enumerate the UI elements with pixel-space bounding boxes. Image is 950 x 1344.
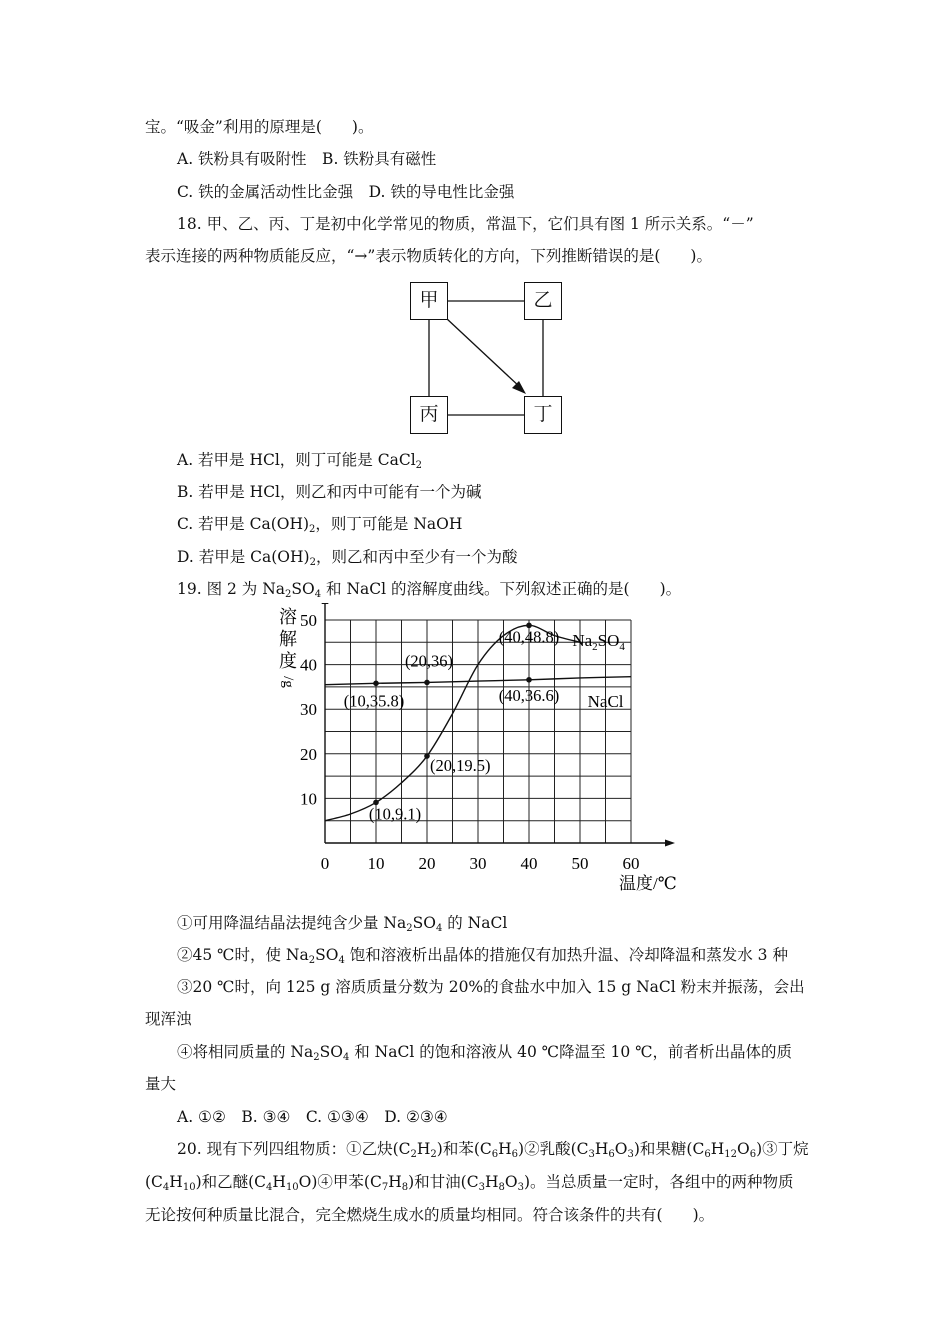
data-point bbox=[424, 753, 430, 759]
q17-stem: 宝。“吸金”利用的原理是( )。 bbox=[145, 118, 374, 136]
q20-line1: 20. 现有下列四组物质：①乙炔$(C_2H_2)$和苯$(C_6H_6)②$乳酸$(C_3H_6O_3)$和果糖$(C_6H_{12}O_6)③$丁烷 bbox=[177, 1140, 809, 1160]
box-yi: 乙 bbox=[524, 282, 562, 320]
q19-options: A. ①② B. ③④ C. ①③④ D. ②③④ bbox=[177, 1108, 448, 1126]
q20-line3: 无论按何种质量比混合，完全燃烧生成水的质量均相同。符合该条件的共有( )。 bbox=[145, 1206, 715, 1224]
x-tick-label: 50 bbox=[571, 854, 589, 873]
box-bing: 丙 bbox=[410, 396, 448, 434]
x-tick-label: 0 bbox=[320, 854, 330, 873]
box-ding: 丁 bbox=[524, 396, 562, 434]
x-tick-label: 10 bbox=[367, 854, 385, 873]
data-point bbox=[526, 677, 532, 683]
q18-option-a: A. 若甲是 HCl，则丁可能是 CaCl$_2$ bbox=[177, 451, 423, 471]
q17-option-cd: C. 铁的金属活动性比金强 D. 铁的导电性比金强 bbox=[177, 183, 515, 201]
x-tick-label: 20 bbox=[418, 854, 436, 873]
q19-statement-4-line1: ④将相同质量的 $Na_2SO_4$ 和 NaCl 的饱和溶液从 40 ℃降温至 10 ℃，前者析出晶体的质 bbox=[177, 1043, 793, 1063]
arrow-jia-to-ding bbox=[446, 318, 521, 388]
data-point-label: (40,36.6) bbox=[498, 685, 560, 705]
data-point-label: (20,19.5) bbox=[430, 756, 491, 776]
y-tick-label: 40 bbox=[300, 655, 317, 675]
x-axis-arrow bbox=[665, 840, 675, 847]
y-axis-label-unit: /g bbox=[280, 676, 296, 688]
data-point-label: (20,36) bbox=[404, 651, 454, 671]
q19-statement-2: ②45 ℃时，使 $Na_2SO_4$ 饱和溶液析出晶体的措施仅有加热升温、冷却降温和蒸发水 3 种 bbox=[177, 946, 788, 966]
data-point bbox=[373, 681, 379, 687]
x-tick-label: 30 bbox=[469, 854, 487, 873]
q17-option-ab: A. 铁粉具有吸附性 B. 铁粉具有磁性 bbox=[177, 150, 437, 168]
arrow-head bbox=[512, 381, 526, 394]
y-tick-label: 50 bbox=[300, 611, 317, 630]
data-point-label: (40,48.8) bbox=[498, 627, 560, 647]
q18-stem-line1: 18. 甲、乙、丙、丁是初中化学常见的物质，常温下，它们具有图 1 所示关系。“－” bbox=[177, 215, 754, 233]
y-axis-label-char: 解 bbox=[279, 629, 297, 649]
q19-statement-4-line2: 量大 bbox=[145, 1075, 177, 1093]
q18-stem-line2: 表示连接的两种物质能反应，“→”表示物质转化的方向，下列推断错误的是( )。 bbox=[145, 247, 712, 265]
y-tick-label: 20 bbox=[300, 744, 317, 764]
figure-1-diagram bbox=[408, 282, 568, 437]
y-tick-label: 10 bbox=[300, 789, 317, 809]
q20-line2: $(C_4H_{10})$和乙醚$(C_4H_{10}O)④$甲苯$(C_7H_8)$和甘油$(C_3H_8O_3)$。当总质量一定时，各组中的两种物质 bbox=[145, 1173, 794, 1193]
box-jia: 甲 bbox=[410, 282, 448, 320]
q18-option-c: C. 若甲是 $Ca(OH)_2$，则丁可能是 NaOH bbox=[177, 515, 463, 535]
q18-option-d: D. 若甲是 $Ca(OH)_2$，则乙和丙中至少有一个为酸 bbox=[177, 548, 518, 568]
y-tick-label: 30 bbox=[300, 700, 317, 720]
y-axis-label-char: 度 bbox=[279, 651, 297, 671]
y-axis-label-char: 溶 bbox=[279, 607, 297, 627]
x-tick-label: 40 bbox=[520, 854, 538, 873]
x-tick-label: 60 bbox=[622, 854, 640, 873]
data-point-label: (10,9.1) bbox=[368, 804, 422, 824]
series-label-nacl: NaCl bbox=[587, 691, 624, 711]
y-axis-arrow bbox=[322, 603, 329, 604]
solubility-chart bbox=[270, 603, 690, 903]
data-point bbox=[424, 680, 430, 686]
data-point-label: (10,35.8) bbox=[343, 691, 405, 711]
series-label-na2so4: $Na_2SO_4$ bbox=[572, 630, 625, 653]
q18-option-b: B. 若甲是 HCl，则乙和丙中可能有一个为碱 bbox=[177, 483, 482, 501]
q19-statement-3-line1: ③20 ℃时，向 125 g 溶质质量分数为 20%的食盐水中加入 15 g NaCl 粉末并振荡，会出 bbox=[177, 978, 805, 996]
x-axis-label: 温度/℃ bbox=[619, 874, 677, 893]
q19-statement-3-line2: 现浑浊 bbox=[145, 1010, 192, 1028]
q19-stem: 19. 图 2 为 $Na_2SO_4$ 和 NaCl 的溶解度曲线。下列叙述正确的是( )。 bbox=[177, 580, 682, 600]
q19-statement-1: ①可用降温结晶法提纯含少量 $Na_2SO_4$ 的 NaCl bbox=[177, 914, 508, 934]
